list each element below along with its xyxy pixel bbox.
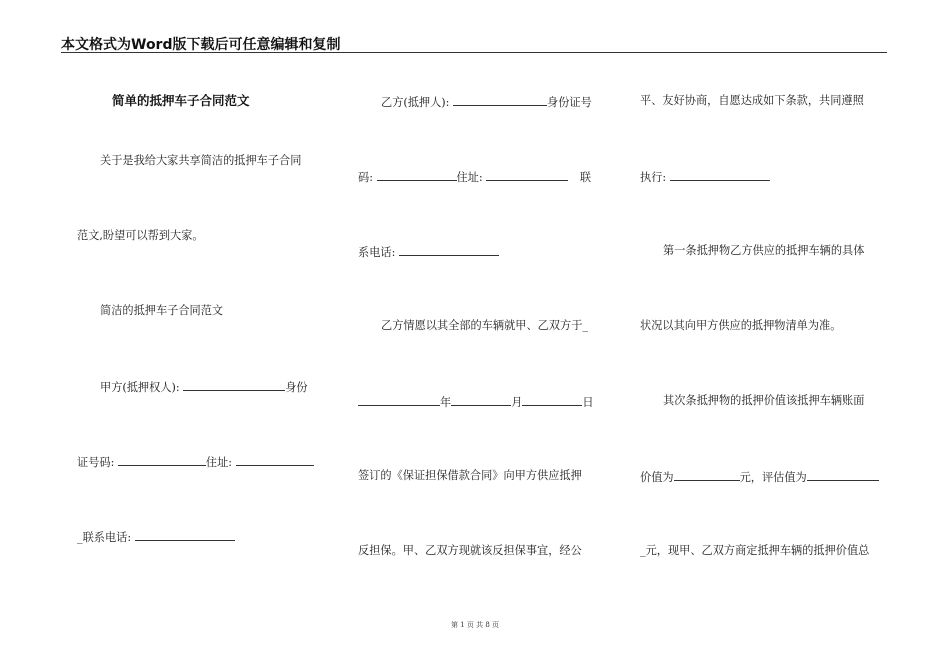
page-footer: 第 1 页 共 8 页 [450,621,500,629]
col2-paragraph-1: 乙方情愿以其全部的车辆就甲、乙双方于_ [381,319,588,332]
party-b-id-cont: 码: [358,171,373,184]
appraisal-blank[interactable] [807,469,879,481]
month-label: 月 [511,396,523,409]
date-line [358,394,594,410]
party-b-id-line [358,169,591,185]
party-a-phone-label: _联系电话: [77,531,132,544]
party-b-id-blank[interactable] [377,169,457,181]
year-blank[interactable] [358,394,440,406]
execute-blank[interactable] [670,169,770,181]
col2-paragraph-2: 签订的《保证担保借款合同》向甲方供应抵押 [358,469,582,482]
col2-paragraph-3: 反担保。甲、乙双方现就该反担保事宜，经公 [358,544,582,557]
party-a-address-blank[interactable] [236,454,314,466]
party-a-line [100,379,308,395]
party-b-name-blank[interactable] [453,94,547,106]
party-a-name-blank[interactable] [183,379,285,391]
article-2-line-3: _元，现甲、乙双方商定抵押车辆的抵押价值总 [640,544,870,557]
year-label: 年 [440,396,452,409]
party-a-id-line [77,454,314,470]
article-1-line-2: 状况以其向甲方供应的抵押物清单为准。 [640,319,842,332]
col3-line-1: 平、友好协商，自愿达成如下条款，共同遵照 [640,94,864,107]
execute-label: 执行: [640,171,667,184]
article-2-value-line [640,469,879,485]
party-b-line [381,94,592,110]
party-b-phone-blank[interactable] [399,244,499,256]
party-a-id-cont: 证号码: [77,456,115,469]
book-value-blank[interactable] [674,469,740,481]
col3-execute-line [640,169,770,185]
party-b-phone-line [358,244,499,260]
party-b-phone-pre: 联 [579,171,592,184]
book-value-label: 价值为 [640,471,674,484]
day-label: 日 [582,396,594,409]
party-b-address-label: 住址: [456,171,483,184]
party-a-phone-line [77,529,235,545]
party-a-phone-blank[interactable] [135,529,235,541]
party-a-id-label: 身份 [285,381,308,394]
appraisal-label: 元，评估值为 [739,471,807,484]
section-subtitle: 简洁的抵押车子合同范文 [100,304,224,317]
document-title: 简单的抵押车子合同范文 [112,93,250,108]
article-2-line-1: 其次条抵押物的抵押价值该抵押车辆账面 [663,394,865,407]
party-b-label: 乙方(抵押人): [381,96,450,109]
party-a-label: 甲方(抵押权人): [100,381,180,394]
article-1-line-1: 第一条抵押物乙方供应的抵押车辆的具体 [663,244,865,257]
intro-line-2: 范文,盼望可以帮到大家。 [77,229,204,242]
party-b-phone-label: 系电话: [358,246,396,259]
document-header: 本文格式为Word版下载后可任意编辑和复制 [61,37,341,53]
party-b-address-blank[interactable] [486,169,568,181]
month-blank[interactable] [451,394,511,406]
party-a-id-blank[interactable] [118,454,206,466]
day-blank[interactable] [522,394,582,406]
party-b-id-label: 身份证号 [547,96,592,109]
intro-line-1: 关于是我给大家共享简洁的抵押车子合同 [100,154,302,167]
party-a-address-label: 住址: [205,456,233,469]
header-divider [61,52,887,53]
